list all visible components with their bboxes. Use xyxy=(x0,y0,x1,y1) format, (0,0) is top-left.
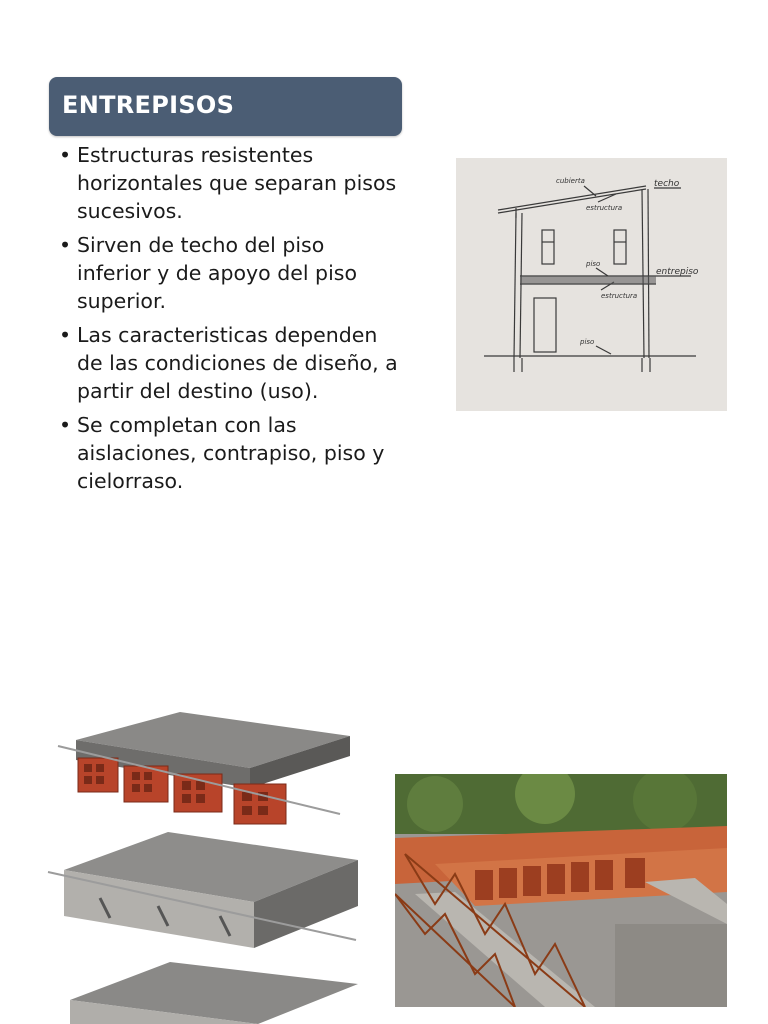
bullet-dot: • xyxy=(59,143,72,167)
label-piso: piso xyxy=(580,338,595,346)
label-estructura-entrepiso: estructura xyxy=(601,292,638,300)
bullet-dot: • xyxy=(59,233,72,257)
slab-illustration-svg xyxy=(40,684,365,1024)
bullet-dot: • xyxy=(59,413,72,437)
section-sketch-svg xyxy=(456,158,727,411)
bullet-text: Estructuras resistentes horizontales que separan pisos sucesivos. xyxy=(77,143,397,223)
label-techo: techo xyxy=(654,179,680,189)
construction-photo-svg xyxy=(395,774,727,1007)
label-entrepiso: entrepiso xyxy=(656,267,699,277)
label-estructura-techo: estructura xyxy=(586,204,623,212)
bullet-text: Se completan con las aislaciones, contrapiso, piso y cielorraso. xyxy=(77,413,385,493)
bullet-list xyxy=(59,141,404,501)
bullet-item xyxy=(59,231,404,315)
title-banner xyxy=(49,77,402,136)
page-title: ENTREPISOS xyxy=(62,91,235,119)
bullet-text: Las caracteristicas dependen de las condiciones de diseño, a partir del destino (uso). xyxy=(77,323,398,403)
bullet-text: Sirven de techo del piso inferior y de apoyo del piso superior. xyxy=(77,233,357,313)
construction-photo xyxy=(395,774,727,1007)
bullet-item xyxy=(59,141,404,225)
bullet-item xyxy=(59,411,404,495)
bullet-dot: • xyxy=(59,323,72,347)
slab-layers-illustration xyxy=(40,684,365,1024)
label-cubierta: cubierta xyxy=(556,177,585,185)
bullet-item xyxy=(59,321,404,405)
label-piso-superior: piso xyxy=(586,260,601,268)
building-section-drawing xyxy=(456,158,727,411)
